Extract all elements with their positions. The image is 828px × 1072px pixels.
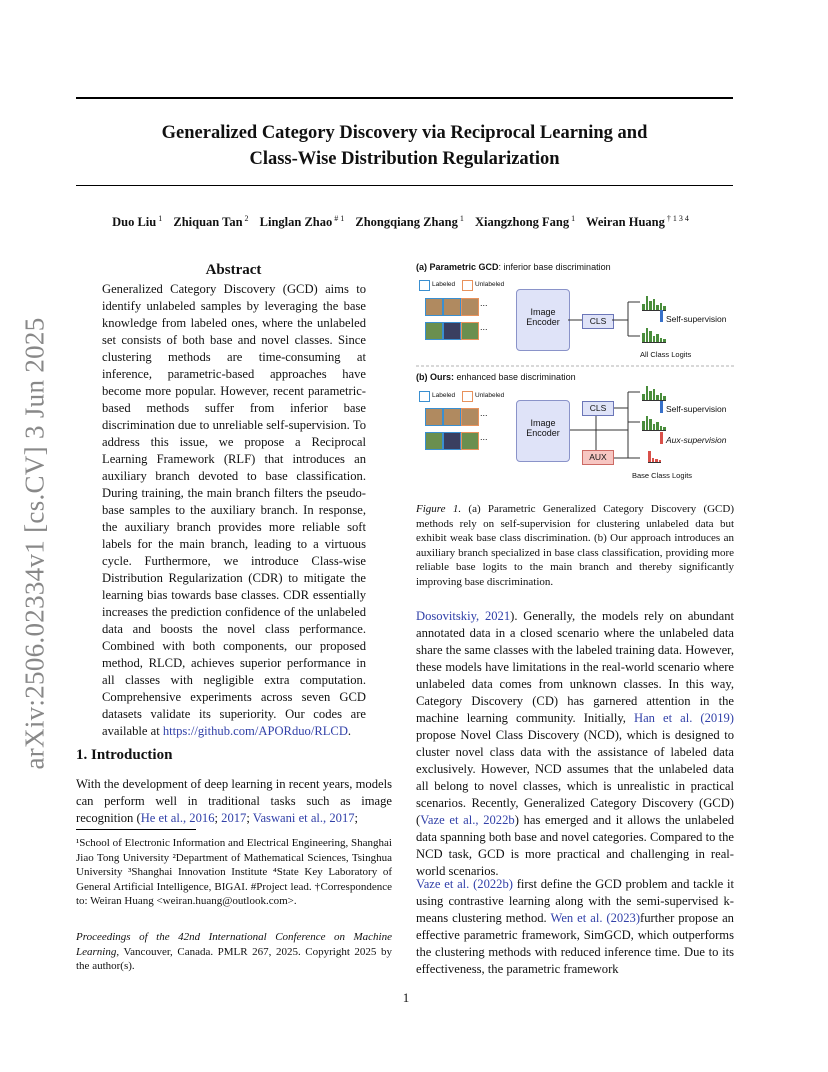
abstract-text: Generalized Category Discovery (GCD) aims to identify unlabeled samples by leveraging the base knowledge from labeled ones, where the unlabeled set consists of both base and novel classes. Since clustering methods are time-consuming at inference, parametric-based approaches have become more popular. However, recent parametric-based methods suffer from inferior base discrimination due to unreliable self-supervision. To address this issue, we propose a Reciprocal Learning Framework (RLF) that introduces an auxiliary branch devoted to base classification. During training, the main branch filters the pseudo-base samples to the auxiliary branch. In response, the auxiliary branch provides more reliable soft labels for the main branch, leading to a virtuous cycle. Furthermore, we introduce Class-wise Distribution Regularization (CDR) to mitigate the learning bias towards base classes. CDR essentially increases the prediction confidence of the unlabeled data and boosts the novel class performance. Combined with both components, our proposed method, RLCD, achieves superior performance in all classes with negligible extra computation. Comprehensive experiments across seven GCD datasets validate its superiority. Our codes are available at: [102, 282, 366, 738]
cls-token-a: CLS: [582, 314, 614, 329]
paragraph-text: ) has emerged and it allows the unlabeled data spanning both base and novel categories. Compared to the NCD task, GCD is more practical and challenging in real-world scenarios.: [416, 813, 734, 878]
code-link[interactable]: https://github.com/APORduo/RLCD: [162, 724, 348, 738]
encoder-label: Image: [530, 418, 556, 428]
sample-image: [461, 432, 479, 450]
labeled-legend-box: [419, 391, 430, 402]
intro-text-end: ;: [354, 811, 359, 825]
caption-text: (a) Parametric Generalized Category Discovery (GCD) methods rely on self-supervision for clustering unlabeled data but exhibit weak base class discrimination. (b) Our approach introduces an auxiliary branch specialized in base class classification, providing more reliable base logits to the main branch and thereby significantly improving base discrimination.: [416, 503, 735, 588]
ellipsis: ...: [480, 298, 488, 308]
aux-token: AUX: [582, 450, 614, 465]
proceedings-rest: , Vancouver, Canada. PMLR 267, 2025. Copyright 2025 by the author(s).: [76, 945, 392, 972]
caption-label: Figure 1.: [416, 503, 462, 515]
title-bottom-rule: [76, 185, 733, 186]
proceedings-italic: Proceedings of the 42nd International Conference on Machine Learning: [76, 931, 392, 958]
right-paragraph-1: [416, 608, 734, 880]
proceedings-note: [76, 930, 392, 974]
citation-link[interactable]: Vaze et al. (2022b): [416, 877, 513, 891]
labeled-legend-label: Labeled: [432, 392, 456, 399]
pseudo-label-bar: [660, 401, 663, 413]
ellipsis: ...: [480, 432, 488, 442]
sample-image: [443, 432, 461, 450]
unlabeled-legend-label: Unlabeled: [475, 281, 505, 288]
base-class-logits-label: Base Class Logits: [632, 471, 693, 480]
author-affiliation: 1: [571, 213, 576, 223]
sample-image: [425, 408, 443, 426]
author-affiliation: † 1 3 4: [666, 213, 689, 223]
aux-supervision-label: Aux-supervision: [666, 435, 727, 445]
citation-link[interactable]: Han et al. (2019): [633, 711, 734, 725]
encoder-label: Encoder: [526, 317, 560, 327]
abstract-body: [102, 281, 366, 740]
sample-image: [443, 408, 461, 426]
panel-a-label: (a) Parametric GCD: [416, 262, 499, 272]
self-supervision-label-a: Self-supervision: [666, 314, 727, 324]
right-paragraph-2: [416, 876, 734, 978]
citation-link[interactable]: Vaze et al., 2022b: [420, 813, 515, 827]
all-class-logits-label: All Class Logits: [640, 350, 692, 359]
intro-heading: 1. Introduction: [76, 747, 173, 763]
cls-token-b: CLS: [582, 401, 614, 416]
citation-link[interactable]: He et al., 2016: [140, 811, 215, 825]
figure-1: [416, 258, 736, 488]
affiliation-footnote: ¹School of Electronic Information and Electrical Engineering, Shanghai Jiao Tong University ²Department of Mathematical Sciences, Tsinghua University ³Shanghai Innovation Institute ⁴State Key Laboratory of General Artificial Intelligence, BIGAI. #Project lead. †Correspondence to: Weiran Huang <weiran.huang@outlook.com>.: [76, 837, 392, 907]
citation-link[interactable]: Wen et al. (2023): [550, 911, 641, 925]
ellipsis: ...: [480, 322, 488, 332]
logit-bars: [642, 414, 666, 431]
author-affiliation: # 1: [334, 213, 345, 223]
citation-link[interactable]: 2017: [221, 811, 247, 825]
image-encoder-b: [516, 400, 570, 462]
encoder-label: Encoder: [526, 428, 560, 438]
author-affiliation: 2: [244, 213, 249, 223]
citation-link[interactable]: Dosovitskiy, 2021: [416, 609, 511, 623]
author-name: Xiangzhong Fang: [475, 215, 570, 229]
author-name: Zhiquan Tan: [173, 215, 243, 229]
paragraph-text: propose Novel Class Discovery (NCD), which is designed to cluster novel class data with the assistance of labeled data exclusively. However, NCD assumes that the unlabeled data all belong to novel classes, which is unrealistic in practical scenarios. Recently, Generalized Category Discovery (GCD) (: [416, 728, 734, 827]
panel-b-label: (b) Ours:: [416, 372, 454, 382]
logit-bars: [642, 384, 666, 401]
panel-b-title: [416, 372, 576, 382]
abstract-end: .: [347, 724, 352, 738]
ellipsis: ...: [480, 408, 488, 418]
arxiv-stamp: arXiv:2506.02334v1 [cs.CV] 3 Jun 2025: [19, 317, 50, 770]
page-number: 1: [402, 990, 410, 1005]
author-name: Linglan Zhao: [259, 215, 333, 229]
intro-text: With the development of deep learning in recent years, models can perform well in traditional tasks such as image recognition (: [76, 777, 392, 825]
self-supervision-label-b: Self-supervision: [666, 404, 727, 414]
author-name: Duo Liu: [112, 215, 157, 229]
encoder-label: Image: [530, 307, 556, 317]
sample-image: [425, 432, 443, 450]
sample-image: [461, 408, 479, 426]
figure-caption: [416, 502, 734, 589]
intro-body: [76, 776, 392, 827]
unlabeled-legend-label: Unlabeled: [475, 392, 505, 399]
author-affiliation: 1: [158, 213, 163, 223]
author-affiliation: 1: [459, 213, 464, 223]
abstract-heading: Abstract: [205, 262, 262, 278]
title-line-1: Generalized Category Discovery via Reciprocal Learning and: [161, 123, 648, 143]
citation-separator: ;: [246, 811, 253, 825]
aux-label-bar: [660, 432, 663, 444]
title-top-rule: [76, 97, 733, 99]
author-name: Zhongqiang Zhang: [355, 215, 458, 229]
citation-separator: ;: [214, 811, 222, 825]
author-name: Weiran Huang: [586, 215, 665, 229]
footnote-rule: [76, 829, 196, 830]
paragraph-text: ). Generally, the models rely on abundant annotated data in a closed scenario where the unlabeled data share the same classes with the labeled training data. However, these models have limitations in the real-world scenario where unlabeled data comes from unknown classes. In this way, Category Discovery (CD) has garnered attention in the machine learning community. Initially,: [416, 609, 734, 725]
labeled-legend-label: Labeled: [432, 281, 456, 288]
paragraph-text: further propose an effective parametric framework, SimGCD, which outperforms the clustering methods with reduced inference time. Due to its effectiveness, the parametric framework: [416, 911, 734, 976]
paragraph-text: first define the GCD problem and tackle it using contrastive learning along with the semi-supervised k-means clustering method.: [416, 877, 734, 925]
base-logit-bars: [648, 450, 661, 463]
citation-link[interactable]: Vaswani et al., 2017: [252, 811, 355, 825]
paper-title: [76, 120, 733, 172]
title-line-2: Class-Wise Distribution Regularization: [249, 149, 560, 169]
unlabeled-legend-box: [462, 391, 473, 402]
panel-b-desc: enhanced base discrimination: [454, 372, 576, 382]
author-list: [76, 215, 733, 230]
panel-a-desc: : inferior base discrimination: [498, 262, 611, 272]
